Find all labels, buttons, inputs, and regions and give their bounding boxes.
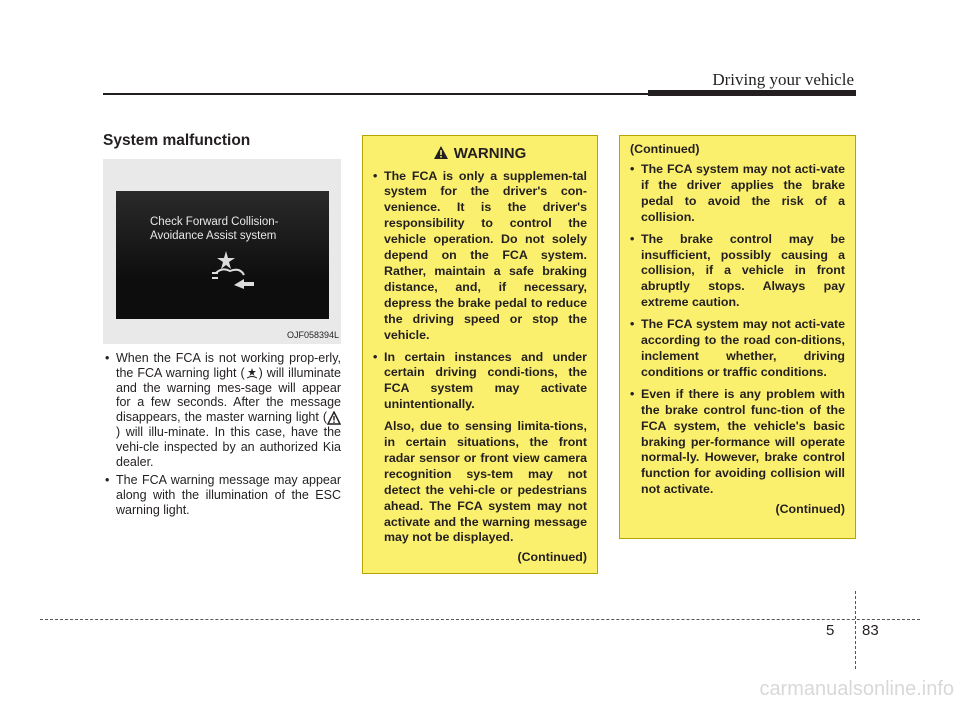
- page-number: 83: [862, 622, 879, 639]
- cluster-figure: [103, 159, 341, 344]
- continued-label: (Continued): [775, 502, 845, 517]
- warning-item: • The FCA system may not acti-vate if the driver applies the brake pedal to avoid the risk of a collision.: [630, 162, 845, 226]
- warning-item: • In certain instances and under certain driving condi-tions, the FCA system may activate unintentionally. Also, due to sensing limita-tions, in certain situations, the front radar sensor or front view camera recognition sys-tem may not detect the vehi-cle or pedestrians ahead. The FCA system may not activate and the warning message may not be displayed.: [373, 350, 587, 547]
- body-text: [103, 351, 341, 522]
- warning-item: • Even if there is any problem with the brake control func-tion of the FCA system, the vehicle's basic braking per-formance will operate normal-ly. However, brake control function for avoiding collision will not activate.: [630, 387, 845, 498]
- warning-icon: [434, 146, 448, 159]
- footer-rule: [40, 619, 920, 620]
- list-item: • When the FCA is not working prop-erly, the FCA warning light ( ) will illuminate and the warning mes-sage will appear for a few seconds. After the message disappears, the master warning light () will illu-minate. In this case, have the vehi-cle inspected by an authorized Kia dealer.: [103, 351, 341, 469]
- section-title: System malfunction: [103, 132, 251, 149]
- display-message: Check Forward Collision- Avoidance Assist system: [150, 216, 279, 242]
- list-item: • The FCA warning message may appear along with the illumination of the ESC warning light.: [103, 473, 341, 517]
- section-number: 5: [826, 622, 835, 639]
- warning-item: • The FCA system may not acti-vate according to the road con-ditions, inclement whether, driving conditions or traffic conditions.: [630, 317, 845, 381]
- continued-heading: (Continued): [630, 142, 700, 156]
- master-warning-icon: [327, 411, 341, 425]
- warning-box: [362, 135, 598, 574]
- continued-label: (Continued): [517, 550, 587, 565]
- watermark: carmanualsonline.info: [759, 678, 954, 700]
- cluster-display: [116, 191, 329, 319]
- warning-item: • The FCA is only a supplemen-tal system for the driver's con-venience. It is the driver's responsibility to control the vehicle operation. Do not solely depend on the FCA system. Rather, maintain a safe braking distance, and, if necessary, depress the brake pedal to reduce the driving speed or stop the vehicle.: [373, 169, 587, 344]
- figure-code: OJF058394L: [286, 330, 339, 340]
- footer-divider: [855, 591, 856, 669]
- running-header: Driving your vehicle: [712, 70, 854, 89]
- warning-item-continuation: Also, due to sensing limita-tions, in certain situations, the front radar sensor or front view camera recognition sys-tem may not detect the vehi-cle or pedestrians ahead. The FCA system may not activate and the warning message may not be displayed.: [384, 419, 587, 545]
- continued-box: [619, 135, 856, 539]
- warning-title: WARNING: [363, 145, 597, 163]
- warning-item: • The brake control may be insufficient, possibly causing a collision, if a vehicle in front abruptly stops. Always pay extreme caution.: [630, 232, 845, 312]
- header-bar: [648, 90, 856, 96]
- fca-warning-icon: [200, 249, 260, 289]
- fca-light-icon: [245, 367, 259, 381]
